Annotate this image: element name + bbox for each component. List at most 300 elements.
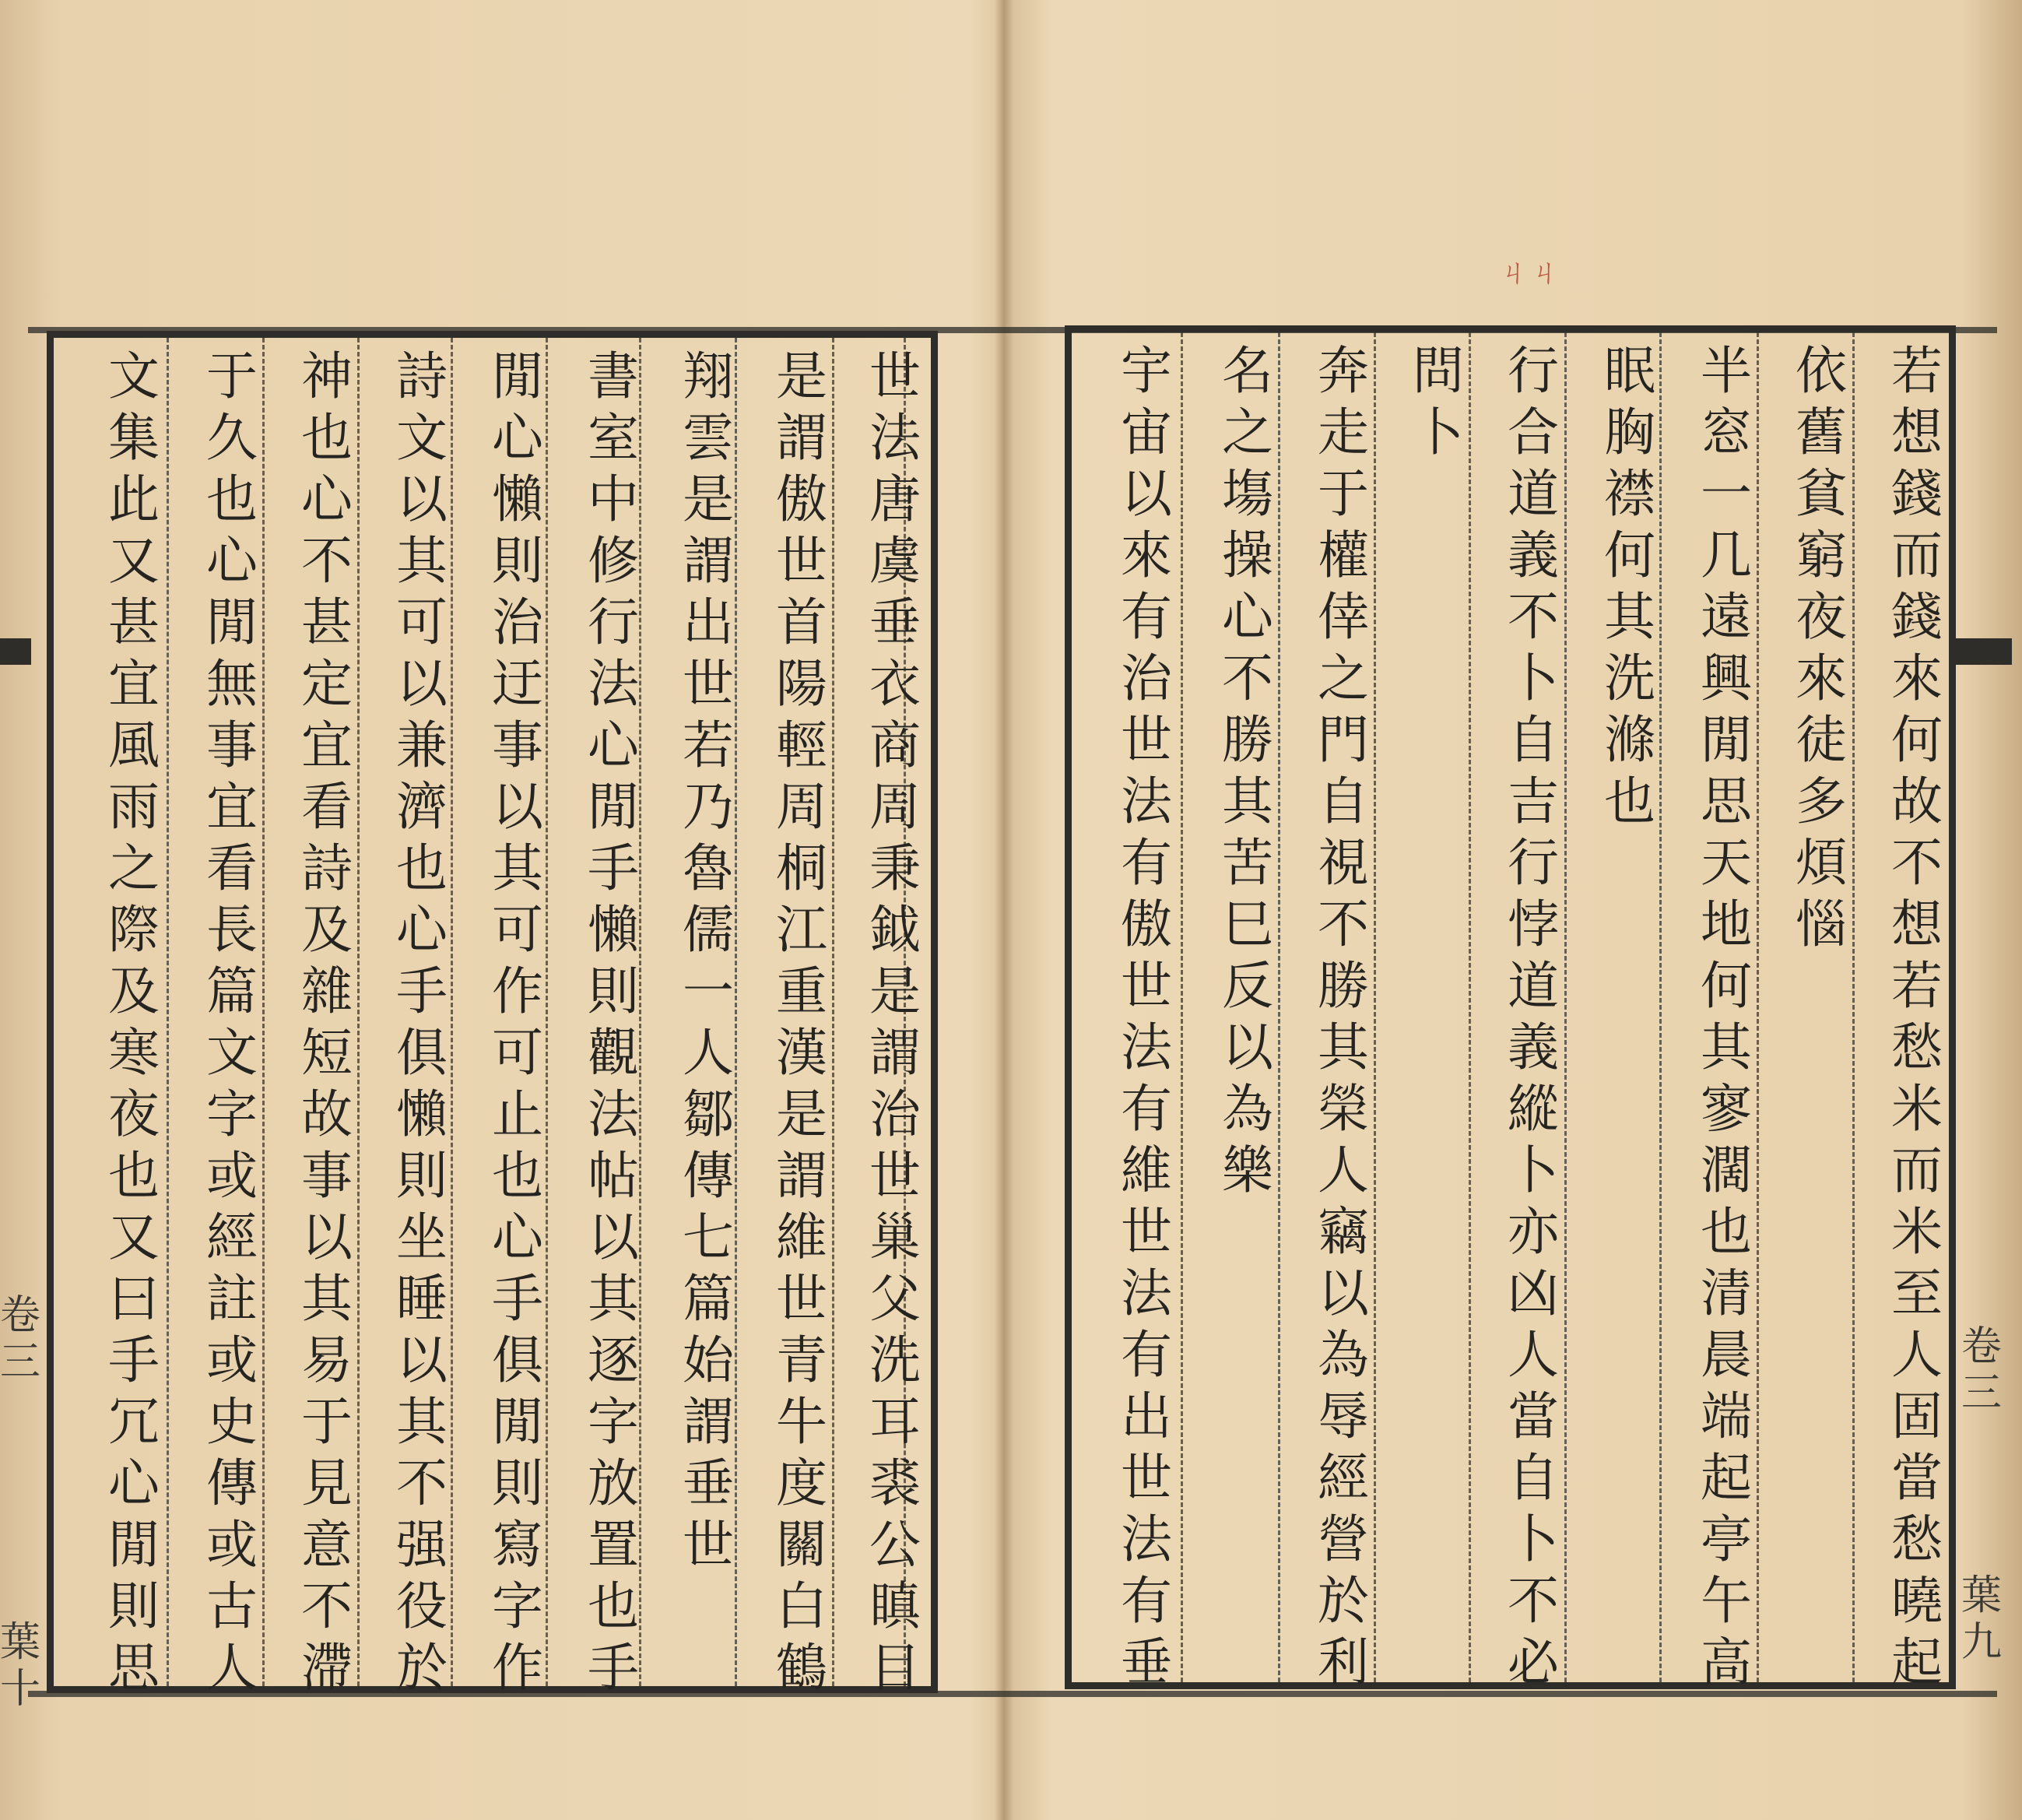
glyph: 心: [492, 1207, 543, 1267]
glyph: 閒: [492, 1392, 543, 1452]
glyph: 其: [1222, 771, 1273, 831]
glyph: 雲: [683, 408, 734, 468]
glyph: 出: [683, 592, 734, 652]
glyph: 操: [1222, 525, 1273, 585]
glyph: 亭: [1701, 1509, 1752, 1569]
leaf-label: 葉九: [1961, 1572, 2003, 1666]
glyph: 以: [396, 654, 448, 714]
glyph: 以: [301, 1207, 353, 1267]
glyph: 作: [492, 961, 543, 1021]
glyph: 字: [492, 1576, 543, 1636]
glyph: 于: [1318, 464, 1369, 524]
glyph: 治: [1121, 648, 1172, 708]
glyph: 易: [301, 1330, 353, 1390]
glyph: 謂: [776, 408, 827, 468]
glyph: 謂: [683, 531, 734, 591]
glyph: 久: [206, 408, 258, 468]
glyph: 心: [301, 469, 353, 529]
glyph: 必: [1508, 1632, 1559, 1692]
glyph: 心: [492, 408, 543, 468]
glyph: 又: [108, 531, 160, 591]
glyph: 唐: [869, 469, 921, 529]
glyph: 以: [588, 1207, 639, 1267]
glyph: 世: [1121, 956, 1172, 1016]
glyph: 縱: [1508, 1079, 1559, 1139]
glyph: 滯: [301, 1638, 353, 1698]
glyph: 可: [492, 1023, 543, 1083]
glyph: 為: [1222, 1079, 1273, 1139]
glyph: 放: [588, 1453, 639, 1513]
glyph: 桐: [776, 838, 827, 898]
glyph: 篇: [206, 961, 258, 1021]
glyph: 來: [1121, 525, 1172, 585]
glyph: 是: [776, 346, 827, 406]
glyph: 不: [1318, 894, 1369, 954]
glyph: 勝: [1318, 956, 1369, 1016]
glyph: 於: [396, 1638, 448, 1698]
glyph: 徒: [1796, 710, 1847, 770]
glyph: 義: [1508, 1017, 1559, 1077]
glyph: 傳: [683, 1146, 734, 1206]
glyph: 不: [301, 531, 353, 591]
glyph: 古: [206, 1576, 258, 1636]
column-rule: [167, 338, 169, 1686]
glyph: 又: [108, 1207, 160, 1267]
glyph: 卜: [1508, 1140, 1559, 1200]
text-column-6: [1406, 340, 1470, 463]
glyph: 窓: [1701, 402, 1752, 462]
glyph: 法: [1121, 1509, 1172, 1569]
glyph: 道: [1508, 464, 1559, 524]
glyph: 詩: [301, 838, 353, 898]
glyph: 陽: [776, 654, 827, 714]
text-column-9: [102, 346, 166, 1699]
glyph: 也: [1604, 771, 1655, 831]
glyph: 懶: [396, 1084, 448, 1144]
glyph: 之: [1318, 648, 1369, 708]
glyph: 其: [1318, 1017, 1369, 1077]
text-column-6: [390, 346, 454, 1699]
volume-label: 卷三: [0, 1292, 41, 1386]
glyph: 夜: [108, 1084, 160, 1144]
glyph: 事: [492, 715, 543, 775]
glyph: 依: [1796, 341, 1847, 401]
glyph: 閒: [588, 777, 639, 837]
text-column-8: [200, 346, 264, 1699]
glyph: 卜: [1508, 1509, 1559, 1569]
glyph: 其: [396, 1392, 448, 1452]
glyph: 而: [1891, 1140, 1943, 1200]
glyph: 心: [108, 1453, 160, 1513]
glyph: 定: [301, 654, 353, 714]
glyph: 雜: [301, 961, 353, 1021]
glyph: 一: [683, 961, 734, 1021]
glyph: 是: [776, 1084, 827, 1144]
glyph: 悖: [1508, 894, 1559, 954]
glyph: 惱: [1796, 894, 1847, 954]
glyph: 亦: [1508, 1202, 1559, 1262]
glyph: 作: [492, 1638, 543, 1698]
glyph: 或: [206, 1330, 258, 1390]
glyph: 以: [396, 469, 448, 529]
glyph: 而: [1891, 525, 1943, 585]
glyph: 風: [108, 715, 160, 775]
text-column-4: [1598, 340, 1662, 832]
glyph: 垂: [869, 592, 921, 652]
glyph: 當: [1508, 1386, 1559, 1446]
glyph: 苦: [1222, 833, 1273, 893]
glyph: 七: [683, 1207, 734, 1267]
leaf-label: 葉十: [0, 1619, 41, 1713]
glyph: 首: [776, 592, 827, 652]
glyph: 吉: [1508, 771, 1559, 831]
glyph: 則: [588, 961, 639, 1021]
glyph: 自: [1508, 710, 1559, 770]
glyph: 世: [683, 1515, 734, 1575]
glyph: 勝: [1222, 710, 1273, 770]
glyph: 長: [206, 900, 258, 960]
glyph: 則: [492, 1453, 543, 1513]
glyph: 法: [1121, 1263, 1172, 1323]
glyph: 鄒: [683, 1084, 734, 1144]
glyph: 曉: [1891, 1571, 1943, 1631]
glyph: 錢: [1891, 464, 1943, 524]
glyph: 若: [1891, 956, 1943, 1016]
glyph: 不: [1508, 1571, 1559, 1631]
glyph: 法: [588, 654, 639, 714]
glyph: 卜: [1413, 402, 1464, 462]
glyph: 几: [1701, 525, 1752, 585]
glyph: 權: [1318, 525, 1369, 585]
glyph: 自: [1318, 771, 1369, 831]
glyph: 閒: [206, 592, 258, 652]
column-rule: [1181, 332, 1183, 1682]
glyph: 見: [301, 1453, 353, 1513]
fishtail-mark-right: [1950, 638, 2012, 665]
glyph: 不: [1508, 587, 1559, 647]
glyph: 傲: [776, 469, 827, 529]
glyph: 樂: [1222, 1140, 1273, 1200]
glyph: 故: [301, 1084, 353, 1144]
glyph: 俱: [396, 1023, 448, 1083]
glyph: 人: [1508, 1325, 1559, 1385]
column-rule: [1469, 332, 1471, 1682]
glyph: 法: [1121, 1017, 1172, 1077]
glyph: 世: [683, 654, 734, 714]
glyph: 其: [301, 1269, 353, 1329]
glyph: 辱: [1318, 1386, 1369, 1446]
glyph: 思: [108, 1638, 160, 1698]
glyph: 不: [1891, 833, 1943, 893]
glyph: 耳: [869, 1392, 921, 1452]
glyph: 神: [301, 346, 353, 406]
glyph: 清: [1701, 1263, 1752, 1323]
glyph: 帖: [588, 1146, 639, 1206]
glyph: 倖: [1318, 587, 1369, 647]
glyph: 也: [1701, 1202, 1752, 1262]
glyph: 以: [492, 777, 543, 837]
glyph: 漢: [776, 1023, 827, 1083]
glyph: 地: [1701, 894, 1752, 954]
glyph: 字: [206, 1084, 258, 1144]
glyph: 也: [492, 1146, 543, 1206]
glyph: 高: [1701, 1632, 1752, 1692]
glyph: 文: [206, 1023, 258, 1083]
glyph: 之: [108, 838, 160, 898]
glyph: 懶: [588, 900, 639, 960]
glyph: 於: [1318, 1571, 1369, 1631]
glyph: 文: [108, 346, 160, 406]
glyph: 愁: [1891, 1017, 1943, 1077]
right-text-frame: [1065, 325, 1956, 1692]
glyph: 史: [206, 1392, 258, 1452]
glyph: 翔: [683, 346, 734, 406]
glyph: 于: [301, 1392, 353, 1452]
glyph: 多: [1796, 771, 1847, 831]
glyph: 有: [1121, 833, 1172, 893]
glyph: 裘: [869, 1453, 921, 1513]
glyph: 手: [396, 961, 448, 1021]
glyph: 則: [108, 1576, 160, 1636]
glyph: 乃: [683, 777, 734, 837]
seal-mark: ㄐㄐ: [1498, 255, 1560, 290]
glyph: 度: [776, 1453, 827, 1513]
glyph: 無: [206, 654, 258, 714]
glyph: 秉: [869, 838, 921, 898]
glyph: 襟: [1604, 464, 1655, 524]
glyph: 集: [108, 408, 160, 468]
glyph: 垂: [683, 1453, 734, 1513]
glyph: 事: [206, 715, 258, 775]
glyph: 是: [683, 469, 734, 529]
glyph: 起: [1701, 1448, 1752, 1508]
glyph: 來: [1796, 648, 1847, 708]
glyph: 或: [206, 1515, 258, 1575]
glyph: 有: [1121, 587, 1172, 647]
glyph: 經: [1318, 1448, 1369, 1508]
glyph: 世: [1121, 1448, 1172, 1508]
glyph: 及: [108, 961, 160, 1021]
right-margin-labels: [1961, 1323, 2016, 1666]
text-column-2: [1789, 340, 1853, 955]
glyph: 閒: [492, 346, 543, 406]
text-column-7: [295, 346, 359, 1699]
glyph: 當: [1891, 1448, 1943, 1508]
glyph: 法: [869, 408, 921, 468]
glyph: 世: [1121, 1202, 1172, 1262]
glyph: 何: [1604, 525, 1655, 585]
glyph: 行: [1508, 341, 1559, 401]
glyph: 篇: [683, 1269, 734, 1329]
glyph: 也: [301, 408, 353, 468]
glyph: 不: [1222, 648, 1273, 708]
glyph: 公: [869, 1515, 921, 1575]
glyph: 父: [869, 1269, 921, 1329]
glyph: 遠: [1701, 587, 1752, 647]
glyph: 固: [1891, 1386, 1943, 1446]
glyph: 來: [1891, 648, 1943, 708]
glyph: 塲: [1222, 464, 1273, 524]
glyph: 鉞: [869, 900, 921, 960]
glyph: 牛: [776, 1392, 827, 1452]
glyph: 宜: [206, 777, 258, 837]
glyph: 可: [492, 900, 543, 960]
glyph: 濶: [1701, 1140, 1752, 1200]
glyph: 何: [1891, 710, 1943, 770]
glyph: 竊: [1318, 1202, 1369, 1262]
glyph: 也: [206, 469, 258, 529]
glyph: 義: [1508, 525, 1559, 585]
glyph: 眠: [1604, 341, 1655, 401]
glyph: 一: [1701, 464, 1752, 524]
glyph: 室: [588, 408, 639, 468]
glyph: 及: [301, 900, 353, 960]
glyph: 可: [396, 592, 448, 652]
glyph: 世: [776, 531, 827, 591]
glyph: 寫: [492, 1515, 543, 1575]
glyph: 為: [1318, 1325, 1369, 1385]
glyph: 手: [108, 1330, 160, 1390]
glyph: 役: [396, 1576, 448, 1636]
glyph: 濟: [396, 777, 448, 837]
text-column-1: [863, 346, 927, 1699]
glyph: 利: [1318, 1632, 1369, 1692]
glyph: 反: [1222, 956, 1273, 1016]
text-column-5: [1501, 340, 1565, 1693]
glyph: 行: [588, 592, 639, 652]
glyph: 法: [1121, 771, 1172, 831]
glyph: 不: [301, 1576, 353, 1636]
glyph: 世: [1121, 710, 1172, 770]
glyph: 其: [1604, 587, 1655, 647]
glyph: 甚: [301, 592, 353, 652]
glyph: 俱: [492, 1330, 543, 1390]
glyph: 則: [492, 531, 543, 591]
glyph: 寒: [108, 1023, 160, 1083]
glyph: 字: [588, 1392, 639, 1452]
glyph: 傲: [1121, 894, 1172, 954]
glyph: 中: [588, 469, 639, 529]
glyph: 宙: [1121, 402, 1172, 462]
glyph: 維: [776, 1207, 827, 1267]
glyph: 法: [588, 1084, 639, 1144]
glyph: 看: [206, 838, 258, 898]
glyph: 其: [588, 1269, 639, 1329]
glyph: 冗: [108, 1392, 160, 1452]
glyph: 閒: [1701, 710, 1752, 770]
glyph: 不: [396, 1453, 448, 1513]
glyph: 于: [206, 346, 258, 406]
glyph: 維: [1121, 1140, 1172, 1200]
glyph: 想: [1891, 402, 1943, 462]
glyph: 洗: [869, 1330, 921, 1390]
glyph: 手: [588, 1638, 639, 1698]
glyph: 寥: [1701, 1079, 1752, 1139]
glyph: 其: [492, 838, 543, 898]
glyph: 謂: [683, 1392, 734, 1452]
glyph: 周: [776, 777, 827, 837]
glyph: 思: [1701, 771, 1752, 831]
glyph: 天: [1701, 833, 1752, 893]
glyph: 視: [1318, 833, 1369, 893]
glyph: 强: [396, 1515, 448, 1575]
glyph: 看: [301, 777, 353, 837]
text-column-8: [1216, 340, 1280, 1201]
glyph: 門: [1318, 710, 1369, 770]
glyph: 宜: [301, 715, 353, 775]
glyph: 手: [492, 1269, 543, 1329]
glyph: 迂: [492, 654, 543, 714]
glyph: 米: [1891, 1202, 1943, 1262]
glyph: 商: [869, 715, 921, 775]
glyph: 衣: [869, 654, 921, 714]
glyph: 瞋: [869, 1576, 921, 1636]
fishtail-mark-left: [0, 638, 31, 665]
glyph: 行: [1508, 833, 1559, 893]
glyph: 意: [301, 1515, 353, 1575]
glyph: 始: [683, 1330, 734, 1390]
glyph: 以: [396, 1330, 448, 1390]
glyph: 若: [1891, 341, 1943, 401]
glyph: 謂: [776, 1146, 827, 1206]
glyph: 或: [206, 1146, 258, 1206]
glyph: 治: [492, 592, 543, 652]
glyph: 若: [683, 715, 734, 775]
glyph: 虞: [869, 531, 921, 591]
glyph: 心: [206, 531, 258, 591]
glyph: 輕: [776, 715, 827, 775]
glyph: 以: [1318, 1263, 1369, 1323]
glyph: 江: [776, 900, 827, 960]
glyph: 註: [206, 1269, 258, 1329]
glyph: 睡: [396, 1269, 448, 1329]
glyph: 也: [588, 1576, 639, 1636]
glyph: 則: [396, 1146, 448, 1206]
glyph: 道: [1508, 956, 1559, 1016]
glyph: 際: [108, 900, 160, 960]
text-column-7: [1311, 340, 1375, 1693]
glyph: 手: [588, 838, 639, 898]
glyph: 世: [869, 1146, 921, 1206]
glyph: 有: [1121, 1571, 1172, 1631]
glyph: 閒: [108, 1515, 160, 1575]
glyph: 經: [206, 1207, 258, 1267]
glyph: 文: [396, 408, 448, 468]
glyph: 有: [1121, 1079, 1172, 1139]
glyph: 名: [1222, 341, 1273, 401]
text-column-1: [1885, 340, 1949, 1693]
glyph: 半: [1701, 341, 1752, 401]
glyph: 也: [108, 1146, 160, 1206]
glyph: 興: [1701, 648, 1752, 708]
glyph: 止: [492, 1084, 543, 1144]
glyph: 有: [1121, 1325, 1172, 1385]
glyph: 晨: [1701, 1325, 1752, 1385]
glyph: 此: [108, 469, 160, 529]
glyph: 周: [869, 777, 921, 837]
text-column-2: [770, 346, 834, 1699]
glyph: 懶: [492, 469, 543, 529]
glyph: 心: [1222, 587, 1273, 647]
glyph: 心: [588, 715, 639, 775]
volume-label: 卷三: [1961, 1323, 2003, 1417]
glyph: 世: [776, 1269, 827, 1329]
glyph: 事: [301, 1146, 353, 1206]
glyph: 夜: [1796, 587, 1847, 647]
glyph: 曰: [108, 1269, 160, 1329]
glyph: 榮: [1318, 1079, 1369, 1139]
glyph: 觀: [588, 1023, 639, 1083]
